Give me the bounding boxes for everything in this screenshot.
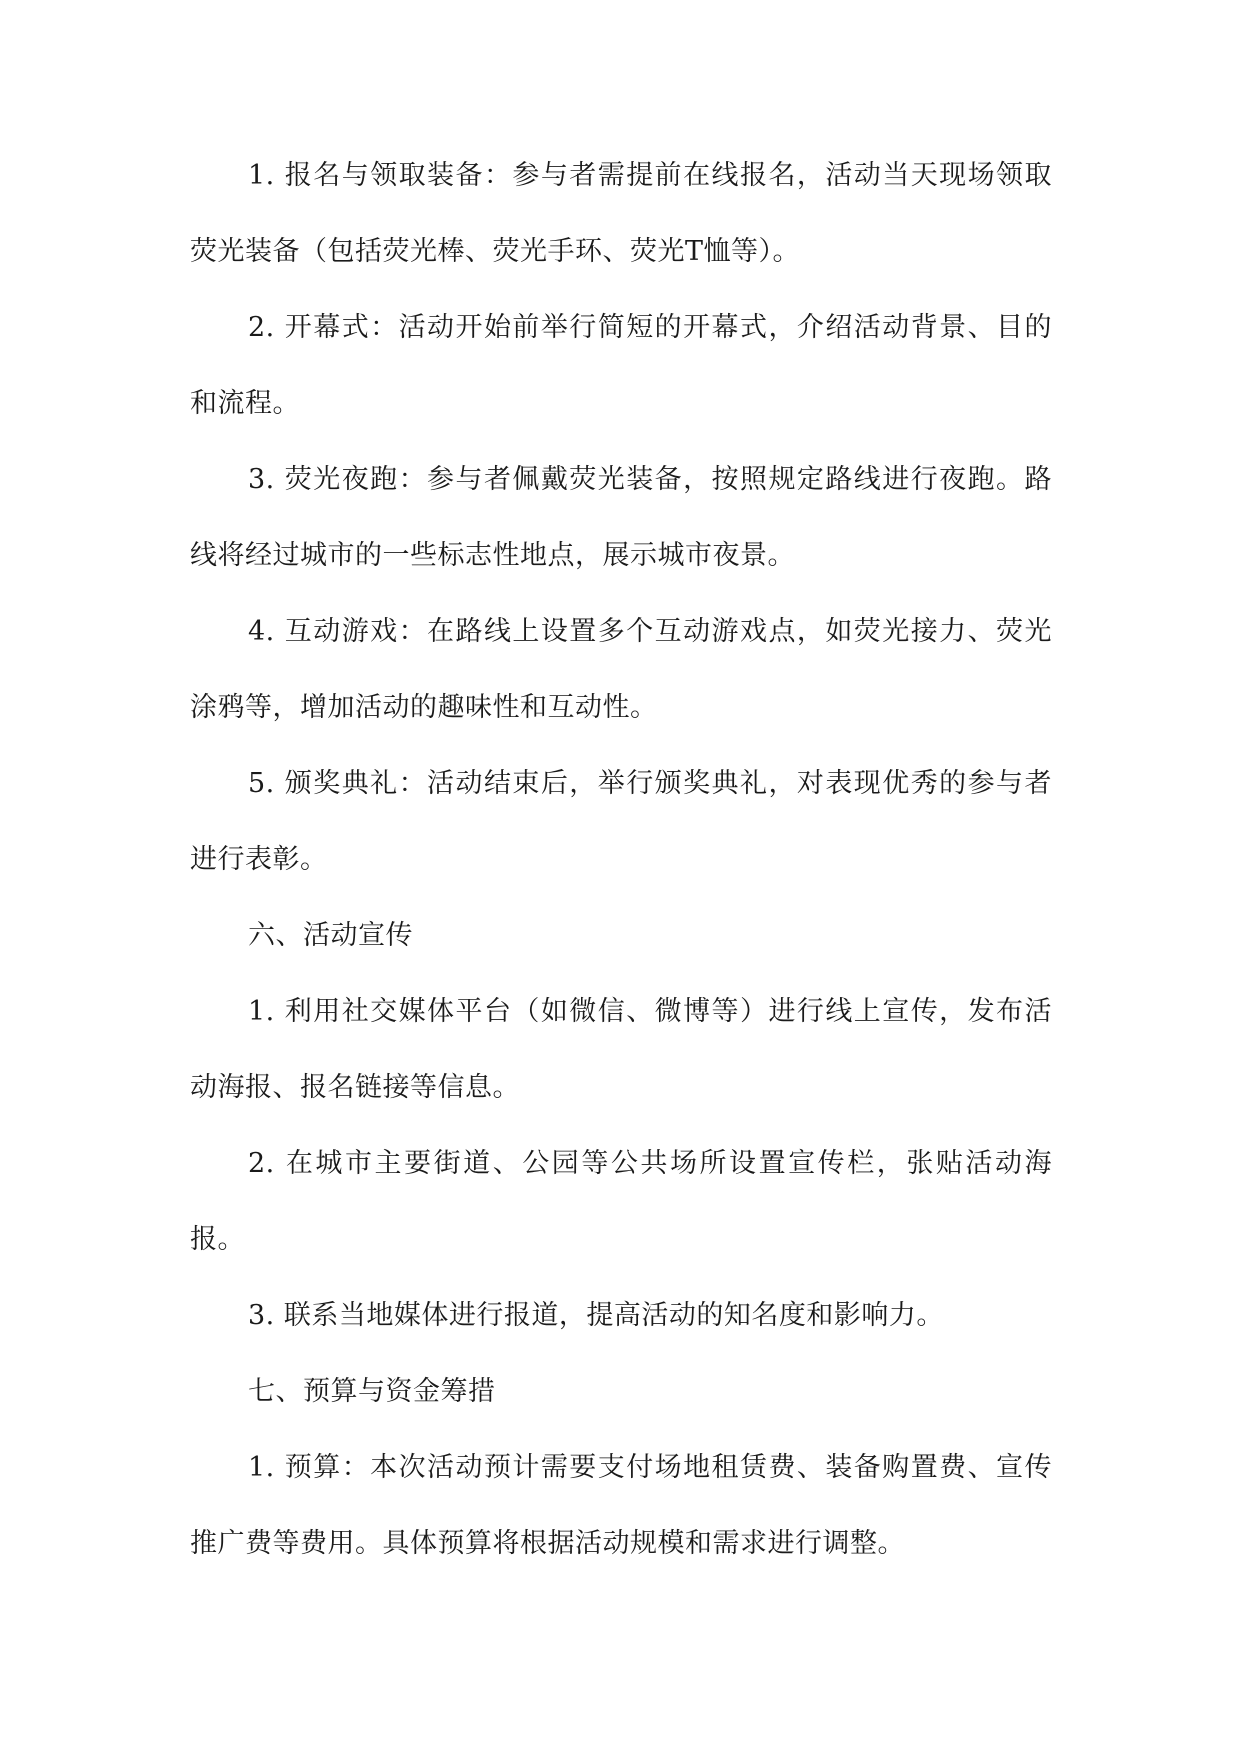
- paragraph-media-coverage: 3. 联系当地媒体进行报道，提高活动的知名度和影响力。: [248, 1300, 944, 1331]
- paragraph-opening-ceremony: 2. 开幕式：活动开始前举行简短的开幕式，介绍活动背景、目的和流程。: [190, 312, 1052, 419]
- paragraph-interactive-games: 4. 互动游戏：在路线上设置多个互动游戏点，如荧光接力、荧光涂鸦等，增加活动的趣味性和互动性。: [190, 616, 1052, 723]
- paragraph-night-run: 3. 荧光夜跑：参与者佩戴荧光装备，按照规定路线进行夜跑。路线将经过城市的一些标志性地点，展示城市夜景。: [190, 464, 1052, 571]
- paragraph-social-media: 1. 利用社交媒体平台（如微信、微博等）进行线上宣传，发布活动海报、报名链接等信息。: [190, 996, 1052, 1103]
- paragraph-posters: 2. 在城市主要街道、公园等公共场所设置宣传栏，张贴活动海报。: [190, 1148, 1052, 1255]
- document-page: [190, 138, 1052, 1582]
- paragraph-registration: 1. 报名与领取装备：参与者需提前在线报名，活动当天现场领取荧光装备（包括荧光棒、荧光手环、荧光T恤等）。: [190, 160, 1052, 267]
- paragraph-award-ceremony: 5. 颁奖典礼：活动结束后，举行颁奖典礼，对表现优秀的参与者进行表彰。: [190, 768, 1052, 875]
- section-heading-budget: 七、预算与资金筹措: [248, 1376, 496, 1407]
- section-heading-promotion: 六、活动宣传: [248, 920, 413, 951]
- paragraph-budget: 1. 预算：本次活动预计需要支付场地租赁费、装备购置费、宣传推广费等费用。具体预算将根据活动规模和需求进行调整。: [190, 1452, 1052, 1559]
